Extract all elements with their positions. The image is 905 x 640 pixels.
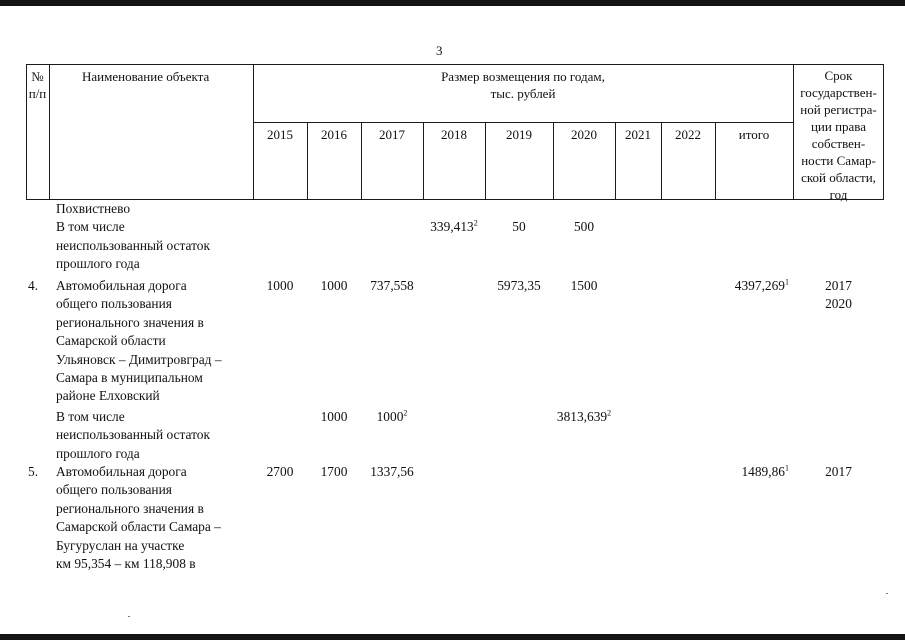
row-object-name-line: Ульяновск – Димитровград – — [56, 351, 222, 367]
scan-speck — [886, 593, 888, 594]
header-compensation-amount — [253, 68, 793, 102]
header-number-line: № — [31, 69, 44, 84]
value-text: 50 — [512, 219, 526, 235]
row-object-name-line: Бугуруслан на участке — [56, 537, 185, 553]
header-amount-line: тыс. рублей — [490, 86, 556, 101]
row-value-cell — [715, 277, 789, 295]
row-value-cell — [253, 277, 307, 295]
row-object-name-line: В том числе — [56, 219, 125, 235]
header-year-2: 2017 — [379, 127, 405, 142]
row-object-name-line: км 95,354 – км 118,908 в — [56, 556, 196, 571]
row-value-cell — [253, 463, 307, 481]
row-object-name-line: прошлого года — [56, 445, 140, 461]
header-number-col — [26, 68, 49, 102]
header-number-line: п/п — [28, 86, 47, 101]
row-object-name-line: общего пользования — [56, 296, 172, 312]
page-number: 3 — [436, 43, 443, 58]
value-text: 500 — [573, 219, 595, 235]
footnote-mark: 2 — [473, 218, 478, 228]
row-value-cell — [361, 463, 423, 481]
row-object-name-line: неиспользованный остаток — [56, 237, 210, 253]
header-term-line: Срок — [824, 68, 853, 83]
value-text: 1000 — [266, 278, 294, 293]
row-registration-term: 2017 — [825, 464, 852, 479]
row-value-cell — [553, 277, 615, 295]
row-object-name-line: регионального значения в — [56, 500, 204, 516]
row-object-name-line: Автомобильная дорога — [56, 278, 187, 293]
header-term-line: государствен- — [800, 85, 877, 100]
row-value-cell — [485, 277, 553, 295]
header-term-line: год — [829, 187, 848, 202]
row-object-name-line: Самарской области — [56, 333, 166, 349]
row-object-name-line: Самарской области Самара – — [56, 519, 221, 535]
header-year-1: 2016 — [321, 127, 347, 142]
row-registration-term: 2017 — [825, 278, 852, 293]
row-value-cell — [307, 408, 361, 426]
row-object-name-line: прошлого года — [56, 256, 140, 272]
header-term-line: ции права — [810, 119, 867, 134]
row-object-name-line: общего пользования — [56, 482, 172, 498]
footnote-mark: 2 — [403, 408, 408, 418]
row-value-cell — [361, 408, 423, 426]
header-amount-line: Размер возмещения по годам, — [441, 69, 605, 84]
header-term-line: ности Самар- — [801, 153, 876, 168]
value-text: 1000 — [376, 409, 404, 424]
row-number: 4. — [28, 278, 39, 293]
row-object-name-line: Самара в муниципальном — [56, 370, 203, 385]
value-text: 5973,35 — [497, 278, 541, 293]
header-term-line: собствен- — [811, 136, 866, 151]
header-object-name: Наименование объекта — [82, 69, 210, 84]
value-text: 1337,56 — [370, 464, 414, 479]
value-text: 1000 — [320, 278, 348, 293]
row-value-cell — [485, 218, 553, 236]
header-year-4: 2019 — [506, 127, 532, 142]
row-value-cell — [307, 463, 361, 481]
header-year-0: 2015 — [267, 127, 293, 142]
row-value-cell — [361, 277, 423, 295]
value-text: 2700 — [266, 464, 294, 479]
value-text: 1489,86 — [741, 464, 785, 479]
value-text: 3813,639 — [556, 409, 608, 424]
value-text: 1500 — [570, 278, 598, 293]
row-value-cell — [307, 277, 361, 295]
row-object-name-line: регионального значения в — [56, 314, 204, 330]
header-registration-term — [794, 67, 883, 203]
header-term-line: ской области, — [801, 170, 876, 185]
row-registration-term: 2020 — [825, 296, 852, 312]
value-text: 4397,269 — [734, 278, 785, 293]
footnote-mark: 1 — [785, 277, 789, 287]
header-year-6: 2021 — [625, 127, 651, 142]
row-value-cell — [715, 463, 789, 481]
row-value-cell — [423, 218, 485, 236]
row-object-name-line: Похвистнево — [56, 201, 131, 216]
value-text: 339,413 — [430, 219, 474, 235]
footnote-mark: 2 — [607, 408, 612, 418]
row-number: 5. — [28, 464, 39, 479]
row-value-cell — [553, 408, 615, 426]
header-year-3: 2018 — [441, 127, 467, 142]
value-text: 1700 — [320, 464, 348, 479]
value-text: 737,558 — [370, 278, 414, 293]
row-object-name-line: Автомобильная дорога — [56, 464, 187, 479]
header-year-5: 2020 — [571, 127, 597, 142]
row-value-cell — [553, 218, 615, 236]
header-year-8: итого — [738, 127, 770, 142]
scan-speck — [128, 616, 130, 617]
footnote-mark: 1 — [785, 463, 789, 473]
row-object-name-line: районе Елховский — [56, 388, 160, 404]
row-object-name-line: неиспользованный остаток — [56, 427, 210, 443]
row-object-name-line: В том числе — [56, 409, 125, 424]
header-year-7: 2022 — [675, 127, 701, 142]
header-term-line: ной регистра- — [800, 102, 877, 117]
value-text: 1000 — [320, 409, 348, 424]
